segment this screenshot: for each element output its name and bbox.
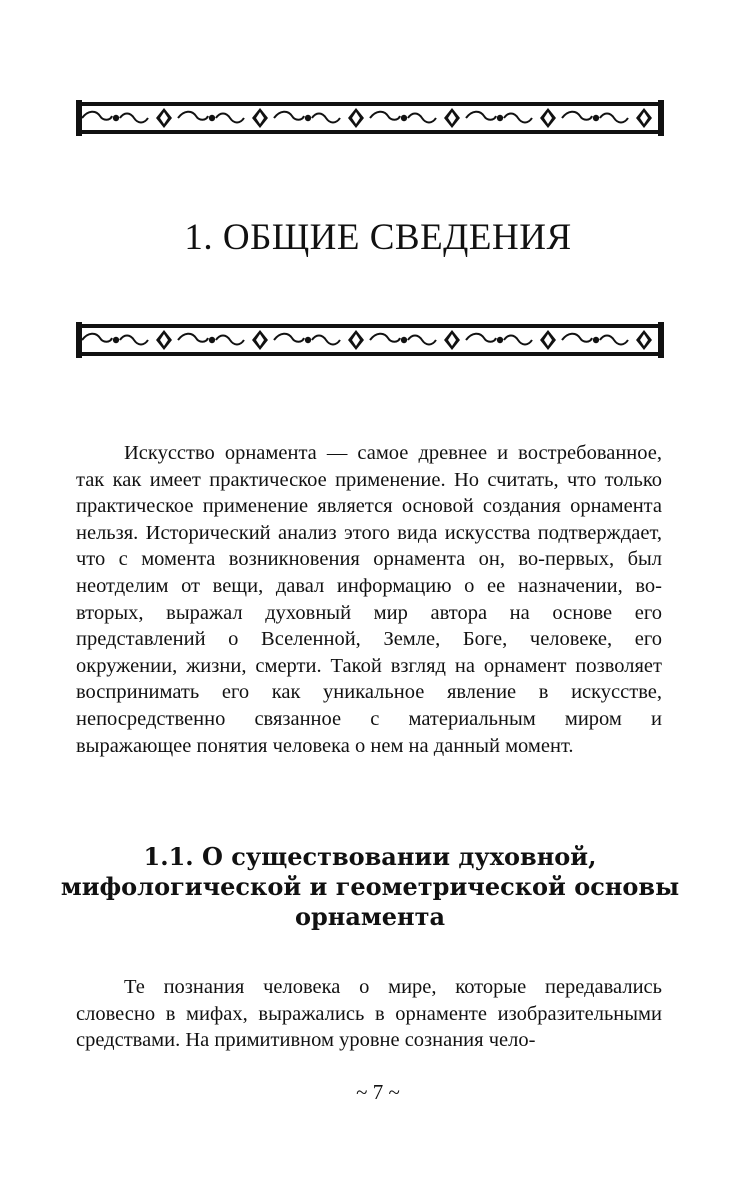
section-title-line: орнамента [294, 902, 445, 931]
body-paragraph: Те познания человека о мире, которые передавались словесно в мифах, выражались в орнаменте изобразительными средствами. На примитивном уровне сознания чело- [76, 976, 662, 1052]
chapter-title: 1. ОБЩИЕ СВЕДЕНИЯ [184, 217, 572, 258]
ornamental-border-bottom-icon [76, 322, 664, 358]
section-title [60, 842, 680, 932]
body-paragraph: Искусство орнамента — самое древнее и востребованное, так как имеет практическое применение. Но считать, что только практическое применение является основой создания орнамента нельзя. Исторический анализ этого вида искусства подтверждает, что с момента возникновения орнамента он, во-первых, был неотделим от вещи, давал информацию о ее назначении, во-вторых, выражал духовный мир автора на основе его представлений о Вселенной, Земле, Боге, человеке, его окружении, жизни, смерти. Такой взгляд на орнамент позволяет воспринимать его как уникальное явление в искусстве, непосредственно связанное с материальным миром и выражающее понятия человека о нем на данный момент. [76, 442, 662, 757]
section-title-line: 1.1. О существовании духовной, [143, 842, 597, 871]
ornamental-border-top-icon [76, 100, 664, 136]
page-number: ~ 7 ~ [356, 1080, 400, 1104]
section-title-line: мифологической и геометрической основы [60, 872, 680, 901]
